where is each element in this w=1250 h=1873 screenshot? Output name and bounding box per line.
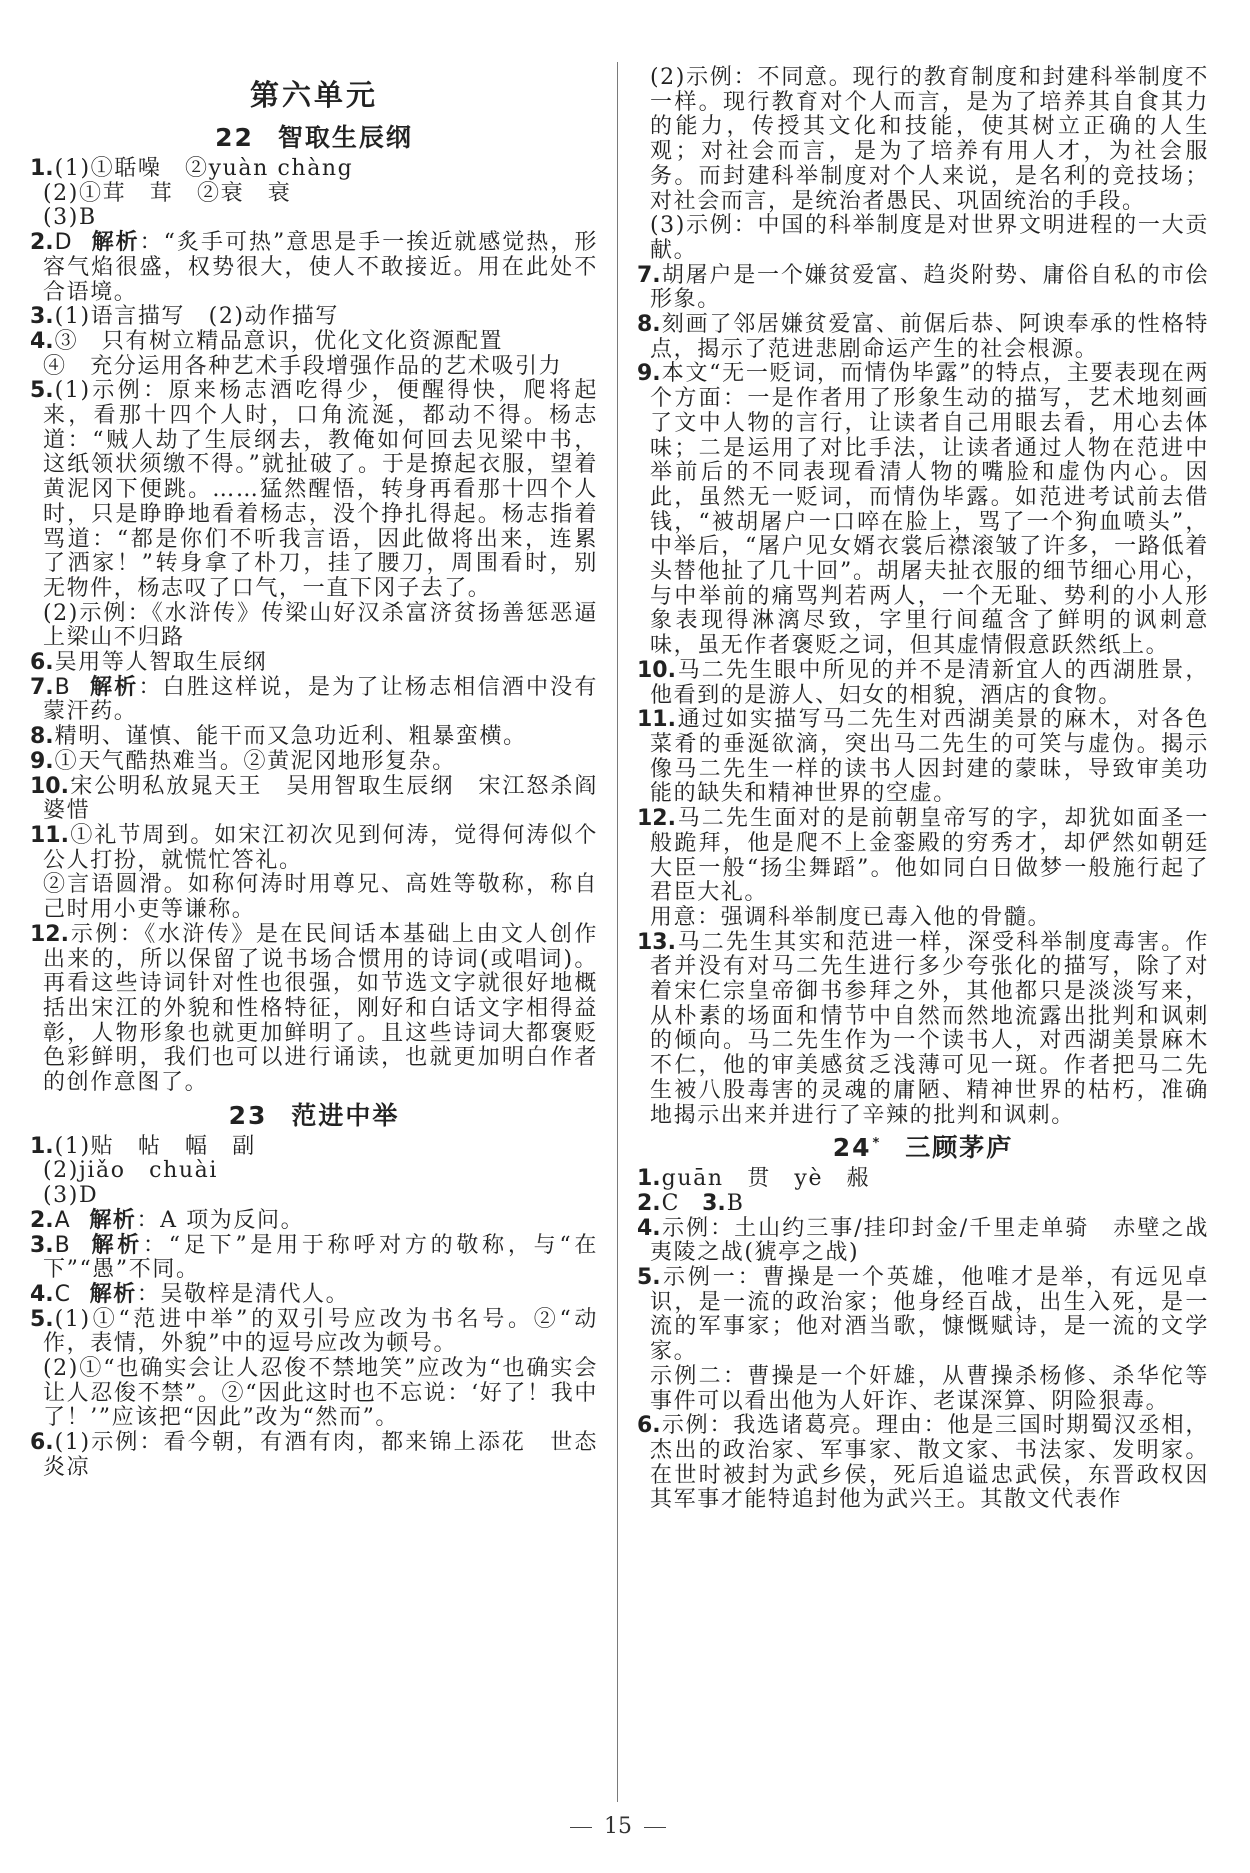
item-text: ：A 项为反问。 [136, 1207, 305, 1233]
section-number: 23 [228, 1100, 268, 1130]
answer-item [30, 157, 598, 182]
item-text: 示例：我选诸葛亮。理由：他是三国时期蜀汉丞相，杰出的政治家、军事家、散文家、书法家、发明家。在世时被封为武乡侯，死后追谥忠武侯，东晋政权因其军事才能特追封他为武兴王。其散文代表作 [650, 1413, 1209, 1513]
item-number: 12. [30, 921, 69, 947]
answer-item [637, 931, 1209, 1129]
item-number: 12. [637, 806, 676, 832]
answer-item [637, 1192, 1209, 1217]
item-number: 4. [30, 1281, 54, 1307]
item-text: 本文“无一贬词，而情伪毕露”的特点，主要表现在两个方面：一是作者用了形象生动的描写，艺术地刻画了文中人物的言行，让读者自己用眼去看，用心去体味；二是运用了对比手法，让读者通过人物在范进中举前后的不同表现看清人物的嘴脸和虚伪内心。因此，虽然无一贬词，而情伪毕露。如范进考试前去借钱，“被胡屠户一口啐在脸上，骂了一个狗血喷头”，中举后，“屠户见女婿衣裳后襟滚皱了许多，一路低着头替他扯了几十回”。胡屠夫扯衣服的细节细心用心，与中举前的痛骂判若两人，一个无耻、势利的小人形象表现得淋漓尽致，字里行间蕴含了鲜明的讽刺意味，虽无作者褒贬之词，但其虚情假意跃然纸上。 [650, 361, 1209, 659]
answer-continuation [30, 206, 598, 231]
item-number: 11. [637, 707, 676, 733]
analysis-label: 解析 [89, 1281, 137, 1307]
answer-continuation [30, 182, 598, 207]
item-text: ②言语圆滑。如称何涛时用尊兄、高姓等敬称，称自己时用小吏等谦称。 [43, 872, 598, 923]
answer-item [637, 264, 1209, 313]
answer-continuation [30, 873, 598, 922]
item-text: ④ 充分运用各种艺术手段增强作品的艺术吸引力 [43, 353, 563, 379]
item-number: 13. [637, 929, 676, 955]
item-number: 5. [30, 1306, 54, 1332]
item-number: 7. [30, 674, 54, 700]
answer-item [637, 1215, 1233, 1266]
answer-item [30, 725, 598, 750]
answer-item [30, 775, 598, 824]
item-text: (1)示例：看今朝，有酒有肉，都来锦上添花 世态炎凉 [43, 1430, 598, 1480]
item-text: 马二先生眼中所见的并不是清新宜人的西湖胜景，他看到的是游人、妇女的相貌，酒店的食物。 [650, 657, 1209, 708]
column-divider [617, 62, 618, 1802]
item-text: 胡屠户是一个嫌贫爱富、趋炎附势、庸俗自私的市侩形象。 [650, 262, 1209, 313]
item-text: (3)B [43, 205, 97, 231]
item-text: (2)①“也确实会让人忍俊不禁地笑”应改为“也确实会让人忍俊不禁”。②“因此这时也不忘说：‘好了！我中了！’”应该把“因此”改为“然而”。 [43, 1356, 598, 1431]
answer-choice: C [54, 1281, 72, 1307]
item-text: ①礼节周到。如宋江初次见到何涛，觉得何涛似个公人打扮，就慌忙答礼。 [43, 822, 598, 873]
item-number: 2. [30, 230, 54, 256]
item-number: 1. [637, 1166, 661, 1192]
page-number: 15 [604, 1814, 632, 1839]
section-heading [30, 118, 598, 157]
item-text: C [661, 1190, 681, 1216]
answer-item [30, 651, 598, 676]
answer-item [30, 231, 598, 305]
item-number: 8. [637, 312, 661, 338]
answer-choice: B [54, 674, 72, 700]
item-text: ：“足下”是用于称呼对方的敬称，与“在下”“愚”不同。 [43, 1232, 598, 1283]
left-column [30, 72, 598, 1792]
section-heading [30, 1096, 598, 1135]
answer-item [637, 1266, 1209, 1365]
item-number: 5. [637, 1265, 661, 1291]
item-number: 7. [637, 262, 661, 288]
item-text: (1)示例：原来杨志酒吃得少，便醒得快，爬将起来，看那十四个人时，口角流涎，都动不得。杨志道：“贼人劫了生辰纲去，教俺如何回去见梁中书，这纸领状须缴不得。”就扯破了。于是撩起衣服，望着黄泥冈下便跳。……猛然醒悟，转身再看那十四个人时，只是睁睁地看着杨志，没个挣扎得起。杨志指着骂道：“都是你们不听我言语，因此做将出来，连累了洒家！”转身拿了朴刀，挂了腰刀，周围看时，别无物件，杨志叹了口气，一直下冈子去了。 [43, 378, 598, 601]
item-text: B [726, 1190, 745, 1216]
answer-choice: B [54, 1232, 72, 1258]
item-text: 示例二：曹操是一个奸雄，从曹操杀杨修、杀华佗等事件可以看出他为人奸诈、老谋深算、阴险狠毒。 [650, 1363, 1209, 1414]
item-text: (1)①“范进中举”的双引号应改为书名号。②“动作，表情，外貌”中的逗号应改为顿号。 [43, 1306, 598, 1357]
item-number: 2. [30, 1207, 54, 1233]
item-text: 示例一：曹操是一个英雄，他唯才是举，有远见卓识，是一流的政治家；他身经百战，出生入死，是一流的军事家；他对酒当歌，慷慨赋诗，是一流的文学家。 [650, 1265, 1209, 1365]
unit-title: 第六单元 [249, 78, 378, 112]
item-number: 1. [30, 156, 54, 181]
item-text: ：白胜这样说，是为了让杨志相信酒中没有蒙汗药。 [43, 674, 598, 725]
answer-item [30, 750, 598, 775]
answer-continuation [637, 906, 1209, 931]
item-number: 3. [30, 304, 54, 330]
item-text: (1)语言描写 (2)动作描写 [54, 304, 339, 330]
answer-continuation [637, 214, 1209, 263]
item-number: 4. [30, 328, 54, 354]
answer-continuation [637, 1365, 1209, 1414]
answer-item [637, 708, 1209, 807]
answer-item [637, 659, 1209, 708]
item-text: (2)示例：《水浒传》传梁山好汉杀富济贫扬善惩恶逼上梁山不归路 [43, 600, 598, 651]
item-number: 6. [30, 650, 54, 676]
item-text: ③ 只有树立精品意识，优化文化资源配置 [54, 328, 504, 354]
item-number: 3. [30, 1232, 54, 1258]
analysis-label: 解析 [89, 1207, 137, 1233]
section-mark: * [872, 1135, 882, 1151]
answer-item [30, 1234, 598, 1283]
item-text: 示例：《水浒传》是在民间话本基础上由文人创作出来的，所以保留了说书场合惯用的诗词(或唱词)。再看这些诗词针对性也很强，如节选文字就很好地概括出宋江的外貌和性格特征，刚好和白话文字相得益彰，人物形象也就更加鲜明了。且这些诗词大都褒贬色彩鲜明，我们也可以进行诵读，也就更加明白作者的创作意图了。 [43, 921, 598, 1096]
answer-continuation [30, 1184, 598, 1209]
item-text: (2)①茸 茸 ②衰 衰 [43, 180, 292, 206]
answer-item [637, 1414, 1209, 1513]
answer-item [30, 1431, 598, 1480]
item-number: 2. [637, 1190, 661, 1216]
item-text: (2)示例：不同意。现行的教育制度和封建科举制度不一样。现行教育对个人而言，是为了培养其自食其力的能力，传授其文化和技能，使其树立正确的人生观；对社会而言，是为了培养有用人才，为社会服务。而封建科举制度对个人来说，是名利的竞技场；对社会而言，是统治者愚民、巩固统治的手段。 [650, 65, 1209, 214]
footer-dash-right [644, 1827, 666, 1828]
footer-dash-left [570, 1827, 592, 1828]
answer-choice: D [54, 230, 74, 256]
answer-continuation [637, 66, 1209, 214]
item-number: 10. [637, 657, 676, 683]
answer-item [30, 824, 598, 873]
right-column [637, 65, 1233, 1804]
answer-item [637, 807, 1209, 906]
item-number: 9. [637, 361, 661, 387]
analysis-label: 解析 [91, 230, 140, 256]
item-number: 11. [30, 822, 69, 848]
answer-item [30, 305, 598, 330]
item-text: ：吴敬梓是清代人。 [136, 1281, 350, 1307]
section-number: 22 [215, 123, 254, 152]
item-number: 1. [30, 1133, 54, 1159]
answer-item [637, 362, 1209, 658]
item-text: 示例：土山约三事/挂印封金/千里走单骑 赤壁之战 夷陵之战(猇亭之战) [650, 1215, 1233, 1266]
section-title: 范进中举 [291, 1100, 400, 1130]
answer-continuation [30, 1159, 598, 1184]
answer-item [30, 1135, 598, 1160]
item-text: guān 贯 yè 赧 [661, 1166, 871, 1192]
answer-item [30, 1209, 598, 1234]
page-footer [518, 1812, 718, 1842]
item-text: 精明、谨慎、能干而又急功近利、粗暴蛮横。 [54, 724, 527, 750]
item-number: 10. [30, 773, 69, 799]
item-number: 6. [637, 1413, 661, 1439]
section-heading [637, 1128, 1209, 1167]
item-text: 马二先生面对的是前朝皇帝写的字，却犹如面圣一般跪拜，他是爬不上金銮殿的穷秀才，却俨然如朝廷大臣一般“扬尘舞蹈”。他如同白日做梦一般施行起了君臣大礼。 [650, 806, 1209, 906]
item-number: 9. [30, 748, 54, 774]
item-number: 8. [30, 724, 54, 750]
item-text: 刻画了邻居嫌贫爱富、前倨后恭、阿谀奉承的性格特点，揭示了范进悲剧命运产生的社会根源。 [650, 312, 1209, 362]
answer-choice: A [54, 1207, 72, 1233]
item-number: 4. [637, 1215, 661, 1241]
item-text: (3)D [43, 1183, 99, 1209]
item-text: (1)①聒噪 ②yuàn chàng [54, 156, 354, 181]
section-title: 智取生辰纲 [277, 123, 413, 152]
item-text: ：“炙手可热”意思是手一挨近就感觉热，形容气焰很盛，权势很大，使人不敢接近。用在此处不合语境。 [43, 230, 599, 305]
answer-continuation [30, 1357, 598, 1431]
item-number: 6. [30, 1430, 54, 1456]
item-text: 通过如实描写马二先生对西湖美景的麻木，对各色菜肴的垂涎欲滴，突出马二先生的可笑与虚伪。揭示像马二先生一样的读书人因封建的蒙昧，导致审美功能的缺失和精神世界的空虚。 [650, 707, 1209, 807]
item-text: 吴用等人智取生辰纲 [54, 650, 268, 676]
item-text: (3)示例：中国的科举制度是对世界文明进程的一大贡献。 [650, 213, 1209, 263]
item-text: ①天气酷热难当。②黄泥冈地形复杂。 [54, 748, 456, 774]
item-text: 马二先生其实和范进一样，深受科举制度毒害。作者并没有对马二先生进行多少夸张化的描写，除了对着宋仁宗皇帝御书参拜之外，其他都只是淡淡写来，从朴素的场面和情节中自然而然地流露出批判和讽刺的倾向。马二先生作为一个读书人，对西湖美景麻木不仁，他的审美感贫乏浅薄可见一斑。作者把马二先生被八股毒害的灵魂的庸陋、精神世界的枯朽，准确地揭示出来并进行了辛辣的批判和讽刺。 [650, 929, 1209, 1128]
answer-continuation [30, 355, 598, 380]
answer-item [30, 330, 598, 355]
item-text: 宋公明私放晁天王 吴用智取生辰纲 宋江怒杀阎婆惜 [43, 773, 598, 824]
item-text: (2)jiǎo chuài [43, 1158, 218, 1184]
answer-item [637, 313, 1209, 362]
section-number: 24 [832, 1133, 872, 1163]
item-text: (1)贴 帖 幅 副 [54, 1133, 256, 1159]
analysis-label: 解析 [89, 674, 139, 700]
answer-item [30, 1308, 598, 1357]
section-title: 三顾茅庐 [905, 1133, 1014, 1163]
answer-item [30, 1283, 598, 1308]
answer-item [30, 923, 598, 1096]
analysis-label: 解析 [89, 1232, 144, 1258]
item-number: 3. [702, 1190, 726, 1216]
answer-item [30, 379, 598, 601]
item-number: 5. [30, 378, 54, 404]
item-text: 用意：强调科举制度已毒入他的骨髓。 [650, 904, 1052, 930]
answer-continuation [30, 602, 598, 651]
answer-item [30, 676, 598, 725]
answer-item [637, 1167, 1209, 1192]
